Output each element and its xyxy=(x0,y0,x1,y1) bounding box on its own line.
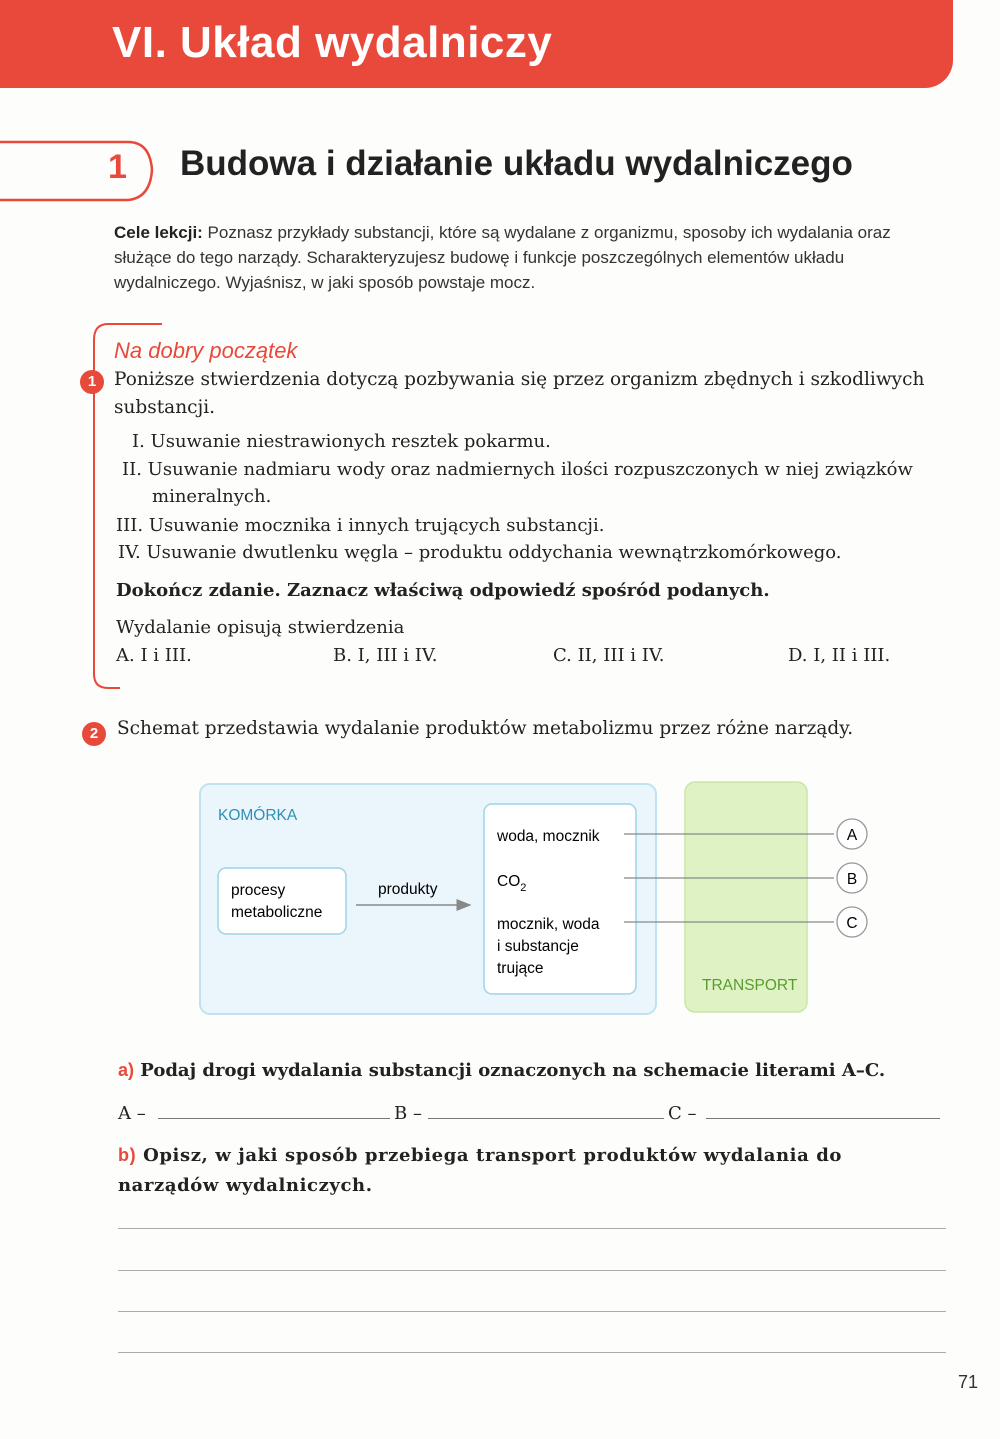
part-a-letter: a) xyxy=(118,1060,135,1080)
part-b-text: Opisz, w jaki sposób przebiega transport produktów wydalania do narządów wydalniczych. xyxy=(118,1145,843,1196)
answer-b-line[interactable] xyxy=(428,1118,664,1119)
answer-c-line[interactable] xyxy=(706,1118,940,1119)
option-d[interactable]: D. I, II i III. xyxy=(788,645,891,666)
output-a: A xyxy=(846,827,858,844)
answer-a-label: A – xyxy=(118,1103,146,1124)
statement-4: IV. Usuwanie dwutlenku węgla – produktu oddychania wewnątrzkomórkowego. xyxy=(118,542,842,563)
start-heading: Na dobry początek xyxy=(114,338,298,363)
statement-2-line1: II. Usuwanie nadmiaru wody oraz nadmiernych ilości rozpuszczonych w niej związków xyxy=(122,459,913,480)
task-2-part-b xyxy=(118,1140,948,1201)
lesson-goals xyxy=(114,220,946,295)
product-2-sub: 2 xyxy=(520,882,527,894)
task-2-number: 2 xyxy=(82,722,106,746)
answer-c-label: C – xyxy=(668,1103,697,1124)
product-3-line-3: trujące xyxy=(497,960,544,977)
task-1-instruction: Dokończ zdanie. Zaznacz właściwą odpowiedź spośród podanych. xyxy=(116,580,770,601)
lesson-number-bracket xyxy=(0,140,160,204)
output-markers xyxy=(810,790,882,960)
product-2-main: CO xyxy=(497,873,521,890)
products-label: produkty xyxy=(378,881,438,898)
task-2-text: Schemat przedstawia wydalanie produktów metabolizmu przez różne narządy. xyxy=(117,718,854,739)
task-1-number: 1 xyxy=(80,370,104,394)
answer-line[interactable] xyxy=(118,1270,946,1271)
statement-1: I. Usuwanie niestrawionych resztek pokarmu. xyxy=(132,431,551,452)
part-a-text: Podaj drogi wydalania substancji oznaczonych na schemacie literami A–C. xyxy=(134,1060,886,1081)
part-b-letter: b) xyxy=(118,1145,137,1165)
cell-label: KOMÓRKA xyxy=(218,807,298,824)
option-c[interactable]: C. II, III i IV. xyxy=(553,645,665,666)
task-2-part-a xyxy=(118,1060,885,1081)
answer-line[interactable] xyxy=(118,1228,946,1229)
lesson-number: 1 xyxy=(108,148,127,186)
product-3-line-2: i substancje xyxy=(497,938,579,955)
answer-line[interactable] xyxy=(118,1311,946,1312)
goals-label: Cele lekcji: xyxy=(114,223,203,242)
statement-2-line2: mineralnych. xyxy=(152,486,272,507)
answer-a-line[interactable] xyxy=(158,1118,390,1119)
answer-b-label: B – xyxy=(394,1103,422,1124)
output-b: B xyxy=(846,871,858,888)
chapter-title: VI. Układ wydalniczy xyxy=(112,18,553,67)
statement-3: III. Usuwanie mocznika i innych trujących substancji. xyxy=(116,515,605,536)
option-b[interactable]: B. I, III i IV. xyxy=(333,645,438,666)
goals-text: Poznasz przykłady substancji, które są wydalane z organizmu, sposoby ich wydalania oraz służące do tego narządy. Scharakteryzujesz budowę i funkcje poszczególnych elementów układu wydalniczego. Wyjaśnisz, w jaki sposób powstaje mocz. xyxy=(114,223,891,292)
task-1-text: Poniższe stwierdzenia dotyczą pozbywania się przez organizm zbędnych i szkodliwych substancji. xyxy=(114,369,925,418)
product-1: woda, mocznik xyxy=(497,828,600,845)
lesson-title: Budowa i działanie układu wydalniczego xyxy=(180,144,853,183)
option-a[interactable]: A. I i III. xyxy=(116,645,192,666)
answer-line[interactable] xyxy=(118,1352,946,1353)
statement-2 xyxy=(122,456,942,510)
task-1-stem: Wydalanie opisują stwierdzenia xyxy=(116,617,405,638)
excretion-diagram xyxy=(198,780,810,1020)
process-line-1: procesy xyxy=(231,882,286,899)
process-line-2: metaboliczne xyxy=(231,904,323,921)
product-3-line-1: mocznik, woda xyxy=(497,916,600,933)
page-number: 71 xyxy=(958,1372,979,1392)
metabolic-process-box xyxy=(218,868,346,934)
output-c: C xyxy=(846,915,858,932)
transport-label: TRANSPORT xyxy=(702,977,798,994)
